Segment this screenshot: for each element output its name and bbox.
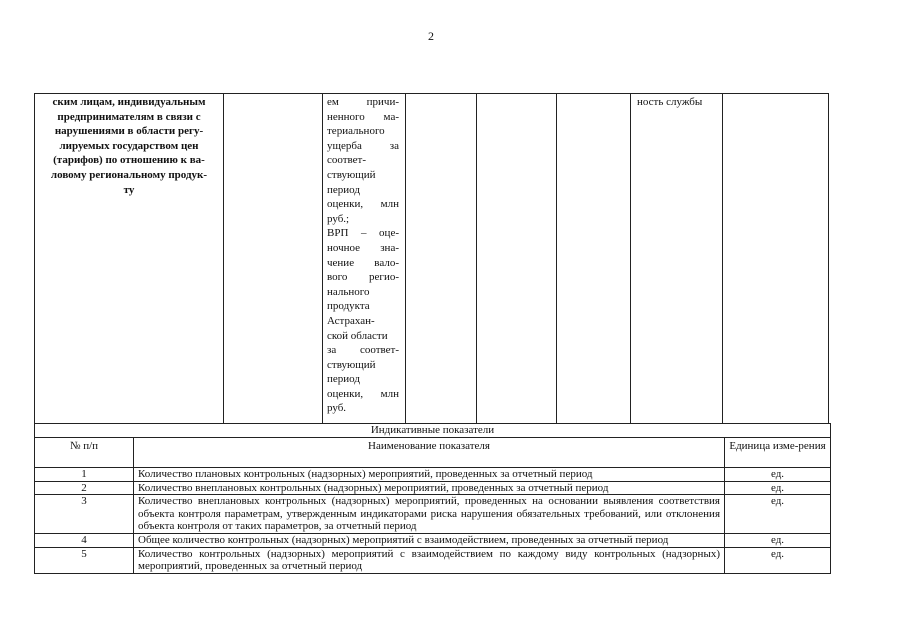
- formula-line: период: [327, 183, 360, 196]
- table-row: [35, 468, 831, 482]
- indicator-name: Общее количество контрольных (надзорных) мероприятий с взаимодействием, проведенных за отчетный период: [134, 533, 725, 547]
- formula-line: ствующий: [327, 358, 376, 371]
- service-text: ность службы: [637, 96, 703, 108]
- indicator-unit: ед.: [725, 495, 831, 534]
- table-row: [35, 547, 831, 573]
- formula-line: ствующий: [327, 168, 376, 181]
- row-number: 3: [35, 495, 134, 534]
- formula-line: вого регио-: [327, 271, 399, 284]
- description-line: ловому региональному продук-: [50, 168, 208, 181]
- indicative-indicators-table: [34, 423, 831, 574]
- formula-line: соответ-: [327, 154, 367, 167]
- indicator-unit: ед.: [725, 547, 831, 573]
- empty-cell: [406, 94, 477, 424]
- row-number: 4: [35, 533, 134, 547]
- formula-line: продукта: [327, 300, 370, 313]
- header-name: Наименование показателя: [134, 438, 725, 468]
- description-line: ским лицам, индивидуальным: [52, 96, 206, 108]
- formula-line: оценки, млн: [327, 198, 399, 211]
- indicators-section-title: Индикативные показатели: [35, 424, 831, 438]
- table-row: [35, 533, 831, 547]
- row-number: 5: [35, 547, 134, 573]
- formula-line: руб.: [327, 402, 347, 415]
- table-row: [35, 495, 831, 534]
- indicator-name: Количество внеплановых контрольных (надзорных) мероприятий, проведенных за отчетный период: [134, 481, 725, 495]
- indicator-name: Количество контрольных (надзорных) мероприятий с взаимодействием по каждому виду контрольных (надзорных) мероприятий, проведенных за отчетный период: [134, 547, 725, 573]
- formula-line: ночное зна-: [327, 241, 399, 254]
- formula-line: за соответ-: [327, 344, 399, 357]
- description-line: (тарифов) по отношению к ва-: [53, 154, 205, 167]
- formula-line: ненного ма-: [327, 110, 399, 123]
- formula-line: нального: [327, 285, 370, 298]
- row-number: 1: [35, 468, 134, 482]
- indicator-description-cell: [35, 94, 224, 424]
- formula-explanation-cell: [323, 94, 406, 424]
- indicator-unit: ед.: [725, 468, 831, 482]
- formula-line: ВРП – оце-: [327, 227, 399, 240]
- empty-cell: [723, 94, 829, 424]
- empty-cell: [477, 94, 557, 424]
- description-line: нарушениями в области регу-: [54, 125, 204, 138]
- formula-line: период: [327, 373, 360, 386]
- indicator-unit: ед.: [725, 481, 831, 495]
- row-number: 2: [35, 481, 134, 495]
- indicator-name: Количество плановых контрольных (надзорных) мероприятий, проведенных за отчетный период: [134, 468, 725, 482]
- empty-cell: [224, 94, 323, 424]
- formula-line: ущерба за: [327, 139, 399, 152]
- formula-line: руб.;: [327, 212, 350, 225]
- indicator-unit: ед.: [725, 533, 831, 547]
- description-line: лируемых государством цен: [59, 139, 199, 152]
- description-line: ту: [123, 183, 135, 196]
- responsible-service-cell: [631, 94, 723, 424]
- table-row: [35, 481, 831, 495]
- empty-cell: [557, 94, 631, 424]
- page-number: 2: [428, 29, 434, 43]
- formula-line: чение вало-: [327, 256, 399, 269]
- header-unit: Единица изме-рения: [725, 438, 831, 468]
- formula-line: Астрахан-: [327, 314, 375, 327]
- indicator-name: Количество внеплановых контрольных (надзорных) мероприятий, проведенных на основании выявления соответствия объекта контроля параметрам, утвержденным индикаторами риска нарушения обязательных требований, или отклонения объекта контроля от таких параметров, за отчетный период: [134, 495, 725, 534]
- description-line: предпринимателям в связи с: [57, 110, 201, 123]
- header-number: № п/п: [35, 438, 134, 468]
- continued-table-row: [34, 93, 829, 424]
- formula-line: оценки, млн: [327, 387, 399, 400]
- formula-line: ем причи-: [327, 96, 399, 108]
- formula-line: ской области: [327, 329, 388, 342]
- formula-line: териального: [327, 125, 385, 138]
